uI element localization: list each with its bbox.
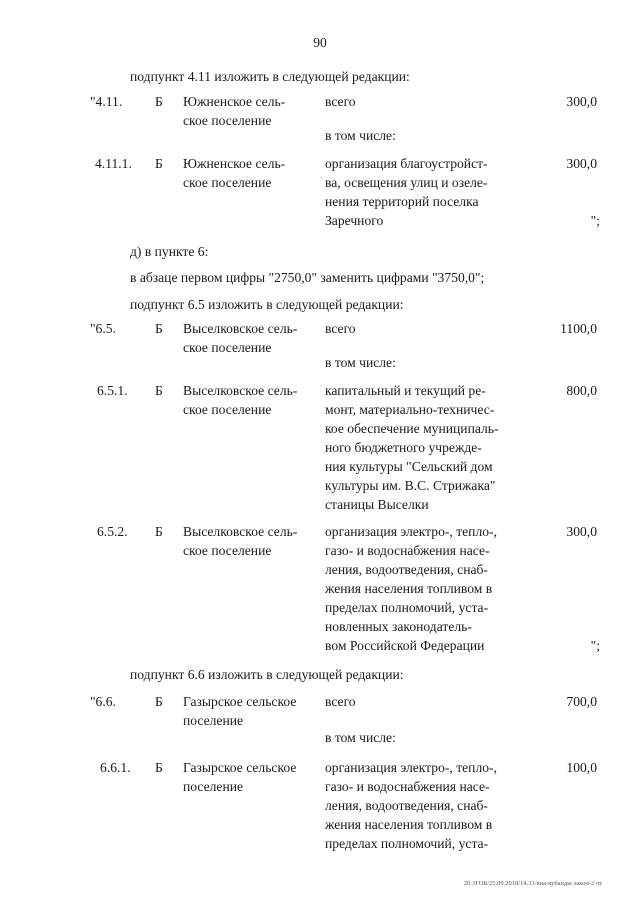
row-number: 6.6.1. bbox=[100, 760, 131, 775]
place-line: Выселковское сель- bbox=[183, 524, 298, 539]
place-line: Газырское сельское bbox=[183, 694, 297, 709]
row-amount: 700,0 bbox=[566, 694, 597, 709]
closing-quote: "; bbox=[590, 638, 600, 653]
row-description bbox=[325, 522, 515, 655]
row-letter: Б bbox=[155, 321, 163, 336]
row-place bbox=[183, 381, 297, 419]
place-line: Газырское сельское bbox=[183, 760, 297, 775]
paragraph-intro-4-11: подпункт 4.11 изложить в следующей редакции: bbox=[130, 69, 410, 84]
desc-line: газо- и водоснабжения насе- bbox=[325, 543, 490, 558]
desc-line: ния культуры "Сельский дом bbox=[325, 459, 493, 474]
desc-line: станицы Выселки bbox=[325, 497, 429, 512]
desc-line: организация электро-, тепло-, bbox=[325, 760, 497, 775]
row-amount: 1100,0 bbox=[560, 321, 597, 336]
row-amount: 300,0 bbox=[566, 156, 597, 171]
desc-line: капитальный и текущий ре- bbox=[325, 383, 486, 398]
place-line: Выселковское сель- bbox=[183, 321, 298, 336]
place-line: Южненское сель- bbox=[183, 156, 286, 171]
desc-line: пределах полномочий, уста- bbox=[325, 600, 489, 615]
place-line: Южненское сель- bbox=[183, 94, 286, 109]
desc-line: ления, водоотведения, снаб- bbox=[325, 798, 488, 813]
including-label: в том числе: bbox=[325, 730, 396, 745]
row-description bbox=[325, 381, 515, 514]
place-line: ское поселение bbox=[183, 402, 272, 417]
including-label: в том числе: bbox=[325, 355, 396, 370]
including-label: в том числе: bbox=[325, 128, 396, 143]
row-letter: Б bbox=[155, 760, 163, 775]
closing-quote: "; bbox=[590, 213, 600, 228]
row-number: "6.5. bbox=[90, 321, 116, 336]
place-line: ское поселение bbox=[183, 113, 272, 128]
desc-line: культуры им. В.С. Стрижака" bbox=[325, 478, 496, 493]
desc-line: кое обеспечение муниципаль- bbox=[325, 421, 499, 436]
row-description: всего bbox=[325, 94, 356, 109]
desc-line: ва, освещения улиц и озеле- bbox=[325, 175, 488, 190]
desc-line: организация электро-, тепло-, bbox=[325, 524, 497, 539]
row-number: 6.5.2. bbox=[97, 524, 128, 539]
desc-line: жения населения топливом в bbox=[325, 581, 493, 596]
footer-stamp: 20.3ГОБ/25.09.2018/14.31/вна-кубанды-закон-2 чт bbox=[463, 880, 602, 887]
row-place bbox=[183, 92, 285, 130]
place-line: ское поселение bbox=[183, 543, 272, 558]
place-line: ское поселение bbox=[183, 340, 272, 355]
desc-line: монт, материально-техничес- bbox=[325, 402, 495, 417]
row-number: "6.6. bbox=[90, 694, 116, 709]
desc-line: пределах полномочий, уста- bbox=[325, 836, 489, 851]
row-description bbox=[325, 758, 515, 853]
desc-line: жения населения топливом в bbox=[325, 817, 493, 832]
desc-line: ного бюджетного учрежде- bbox=[325, 440, 482, 455]
page-number: 90 bbox=[313, 35, 327, 50]
place-line: поселение bbox=[183, 779, 244, 794]
row-place bbox=[183, 522, 297, 560]
row-place bbox=[183, 758, 296, 796]
place-line: Выселковское сель- bbox=[183, 383, 298, 398]
row-letter: Б bbox=[155, 94, 163, 109]
row-letter: Б bbox=[155, 694, 163, 709]
row-description bbox=[325, 154, 515, 230]
desc-line: газо- и водоснабжения насе- bbox=[325, 779, 490, 794]
paragraph-intro-6-5: подпункт 6.5 изложить в следующей редакции: bbox=[130, 297, 404, 312]
row-number: 6.5.1. bbox=[97, 383, 128, 398]
row-description: всего bbox=[325, 694, 356, 709]
row-letter: Б bbox=[155, 156, 163, 171]
row-place bbox=[183, 692, 296, 730]
row-letter: Б bbox=[155, 383, 163, 398]
desc-line: новленных законодатель- bbox=[325, 619, 472, 634]
desc-line: организация благоустройст- bbox=[325, 156, 488, 171]
row-amount: 100,0 bbox=[566, 760, 597, 775]
row-place bbox=[183, 319, 297, 357]
paragraph-d: д) в пункте 6: bbox=[130, 244, 209, 259]
desc-line: нения территорий поселка bbox=[325, 194, 479, 209]
paragraph-intro-6-6: подпункт 6.6 изложить в следующей редакции: bbox=[130, 667, 404, 682]
row-amount: 300,0 bbox=[566, 94, 597, 109]
row-description: всего bbox=[325, 321, 356, 336]
row-number: "4.11. bbox=[90, 94, 123, 109]
row-amount: 800,0 bbox=[566, 383, 597, 398]
place-line: ское поселение bbox=[183, 175, 272, 190]
desc-line: Заречного bbox=[325, 213, 384, 228]
row-place bbox=[183, 154, 285, 192]
place-line: поселение bbox=[183, 713, 244, 728]
row-letter: Б bbox=[155, 524, 163, 539]
row-number: 4.11.1. bbox=[95, 156, 132, 171]
desc-line: вом Российской Федерации bbox=[325, 638, 485, 653]
row-amount: 300,0 bbox=[566, 524, 597, 539]
paragraph-abzac: в абзаце первом цифры "2750,0" заменить цифрами "3750,0"; bbox=[130, 270, 485, 285]
desc-line: ления, водоотведения, снаб- bbox=[325, 562, 488, 577]
